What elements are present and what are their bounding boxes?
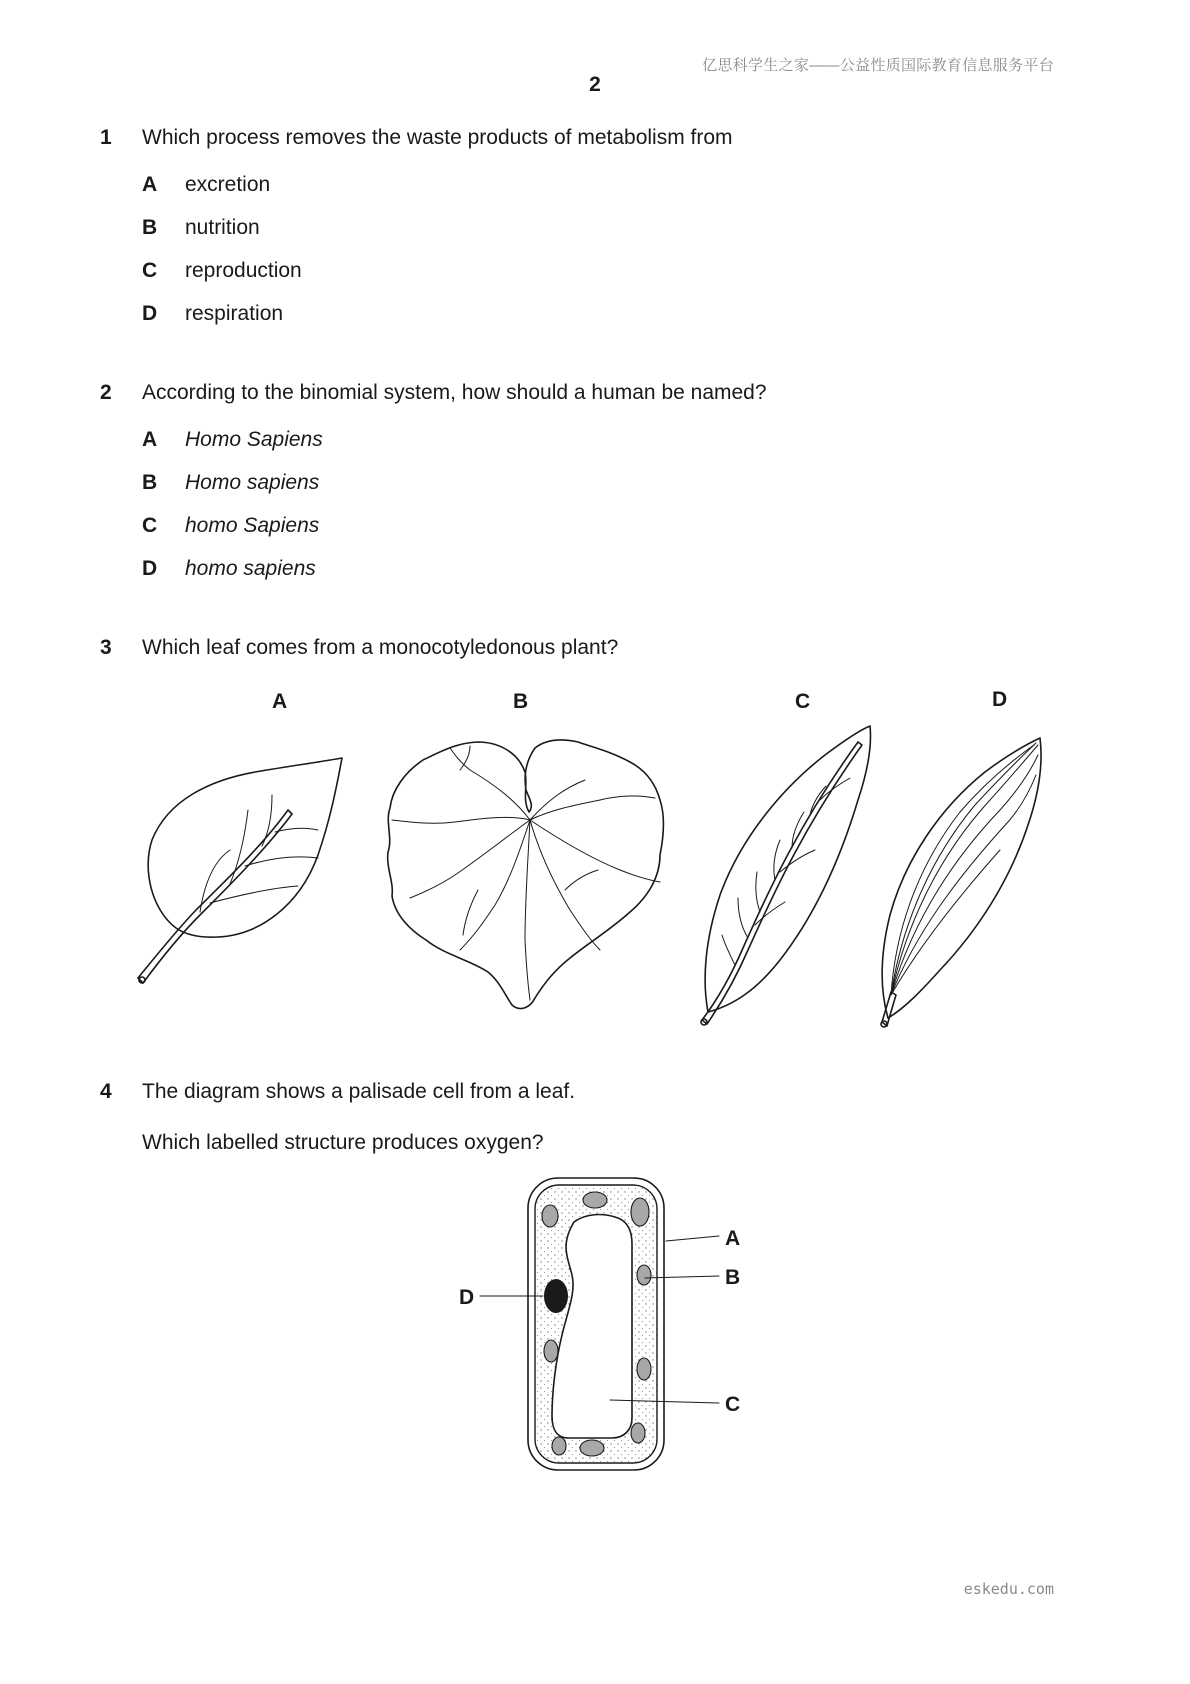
option-text: respiration	[185, 302, 284, 325]
option-letter: A	[142, 428, 158, 451]
question-text: According to the binomial system, how should a human be named?	[142, 381, 767, 404]
label-line-a	[666, 1236, 719, 1241]
option-text: excretion	[185, 173, 271, 196]
leaf-label-c: C	[795, 690, 811, 713]
question-text: Which leaf comes from a monocotyledonous plant?	[142, 636, 619, 659]
header-site-name: 亿思科学生之家——公益性质国际教育信息服务平台	[702, 57, 1054, 74]
option-letter: B	[142, 471, 158, 494]
leaf-label-b: B	[513, 690, 529, 713]
option-letter: C	[142, 259, 158, 282]
option-letter: B	[142, 216, 158, 239]
option-letter: A	[142, 173, 158, 196]
question-number: 3	[100, 636, 112, 659]
option-text: nutrition	[185, 216, 260, 239]
nucleus	[544, 1279, 568, 1313]
option-text: reproduction	[185, 259, 302, 282]
cell-label-c: C	[725, 1393, 741, 1416]
question-number: 4	[100, 1080, 112, 1103]
leaf-label-d: D	[992, 688, 1008, 711]
cell-label-d: D	[459, 1286, 475, 1309]
cell-label-b: B	[725, 1266, 741, 1289]
question-number: 2	[100, 381, 112, 404]
page-number: 2	[589, 73, 601, 96]
question-number: 1	[100, 126, 112, 149]
option-text: Homo Sapiens	[185, 428, 323, 451]
option-text: homo Sapiens	[185, 514, 320, 537]
footer-site-name: eskedu.com	[963, 1580, 1054, 1598]
leaf-label-a: A	[272, 690, 288, 713]
cell-label-a: A	[725, 1227, 741, 1250]
question-text: Which process removes the waste products of metabolism from	[142, 126, 733, 149]
question-subtext: Which labelled structure produces oxygen?	[142, 1131, 544, 1154]
question-text: The diagram shows a palisade cell from a leaf.	[142, 1080, 576, 1103]
option-letter: D	[142, 302, 158, 325]
option-text: homo sapiens	[185, 557, 316, 580]
option-letter: C	[142, 514, 158, 537]
option-letter: D	[142, 557, 158, 580]
option-text: Homo sapiens	[185, 471, 320, 494]
